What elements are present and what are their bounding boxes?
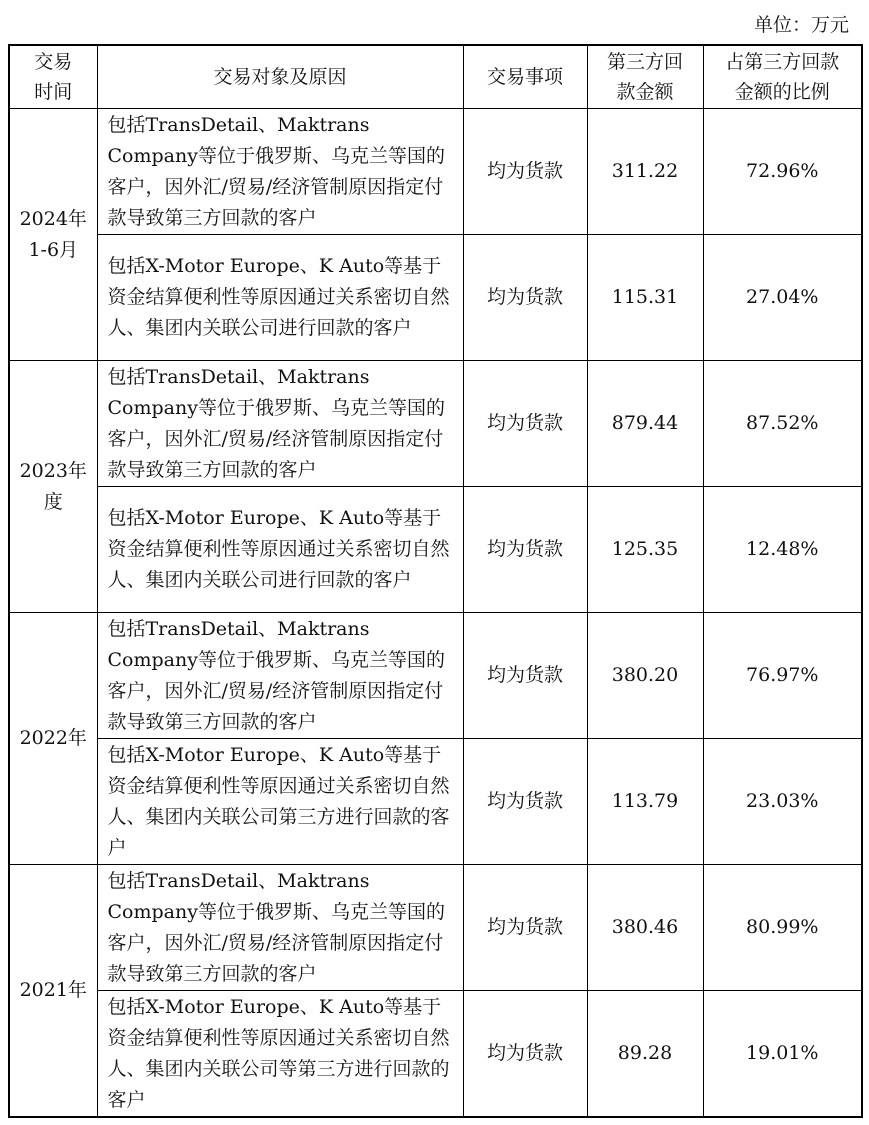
amount-cell: 89.28 — [587, 991, 703, 1118]
table-row — [9, 991, 862, 1118]
counterparty-cell: 包括X-Motor Europe、K Auto等基于资金结算便利性等原因通过关系密切自然人、集团内关联公司第三方进行回款的客户 — [97, 739, 463, 865]
header-amount: 第三方回 款金额 — [587, 45, 703, 109]
matter-cell: 均为货款 — [463, 739, 587, 865]
matter-cell: 均为货款 — [463, 109, 587, 235]
table-row — [9, 109, 862, 235]
table-row — [9, 739, 862, 865]
amount-cell: 115.31 — [587, 235, 703, 361]
amount-cell: 113.79 — [587, 739, 703, 865]
matter-cell: 均为货款 — [463, 613, 587, 739]
period-cell: 2023年 度 — [9, 361, 97, 613]
amount-cell: 125.35 — [587, 487, 703, 613]
ratio-cell: 23.03% — [703, 739, 862, 865]
table-row — [9, 613, 862, 739]
ratio-cell: 19.01% — [703, 991, 862, 1118]
header-counterparty: 交易对象及原因 — [97, 45, 463, 109]
header-matter: 交易事项 — [463, 45, 587, 109]
ratio-cell: 12.48% — [703, 487, 862, 613]
counterparty-cell: 包括TransDetail、Maktrans Company等位于俄罗斯、乌克兰等国的客户，因外汇/贸易/经济管制原因指定付款导致第三方回款的客户 — [97, 865, 463, 991]
ratio-cell: 87.52% — [703, 361, 862, 487]
ratio-cell: 80.99% — [703, 865, 862, 991]
matter-cell: 均为货款 — [463, 991, 587, 1118]
counterparty-cell: 包括TransDetail、Maktrans Company等位于俄罗斯、乌克兰等国的客户，因外汇/贸易/经济管制原因指定付款导致第三方回款的客户 — [97, 361, 463, 487]
counterparty-cell: 包括X-Motor Europe、K Auto等基于资金结算便利性等原因通过关系密切自然人、集团内关联公司进行回款的客户 — [97, 487, 463, 613]
header-ratio: 占第三方回款 金额的比例 — [703, 45, 862, 109]
amount-cell: 380.20 — [587, 613, 703, 739]
table-row — [9, 865, 862, 991]
ratio-cell: 76.97% — [703, 613, 862, 739]
counterparty-cell: 包括X-Motor Europe、K Auto等基于资金结算便利性等原因通过关系密切自然人、集团内关联公司等第三方进行回款的客户 — [97, 991, 463, 1118]
amount-cell: 380.46 — [587, 865, 703, 991]
matter-cell: 均为货款 — [463, 487, 587, 613]
period-cell: 2022年 — [9, 613, 97, 865]
counterparty-cell: 包括TransDetail、Maktrans Company等位于俄罗斯、乌克兰等国的客户，因外汇/贸易/经济管制原因指定付款导致第三方回款的客户 — [97, 613, 463, 739]
period-cell: 2021年 — [9, 865, 97, 1118]
period-cell: 2024年 1-6月 — [9, 109, 97, 361]
counterparty-cell: 包括X-Motor Europe、K Auto等基于资金结算便利性等原因通过关系密切自然人、集团内关联公司进行回款的客户 — [97, 235, 463, 361]
table-header-row — [9, 45, 862, 109]
counterparty-cell: 包括TransDetail、Maktrans Company等位于俄罗斯、乌克兰等国的客户，因外汇/贸易/经济管制原因指定付款导致第三方回款的客户 — [97, 109, 463, 235]
ratio-cell: 27.04% — [703, 235, 862, 361]
matter-cell: 均为货款 — [463, 235, 587, 361]
table-row — [9, 487, 862, 613]
table-row — [9, 361, 862, 487]
header-time: 交易 时间 — [9, 45, 97, 109]
unit-label: 单位：万元 — [753, 14, 849, 36]
matter-cell: 均为货款 — [463, 865, 587, 991]
table-row — [9, 235, 862, 361]
amount-cell: 311.22 — [587, 109, 703, 235]
matter-cell: 均为货款 — [463, 361, 587, 487]
amount-cell: 879.44 — [587, 361, 703, 487]
third-party-payment-table — [8, 44, 863, 1118]
ratio-cell: 72.96% — [703, 109, 862, 235]
